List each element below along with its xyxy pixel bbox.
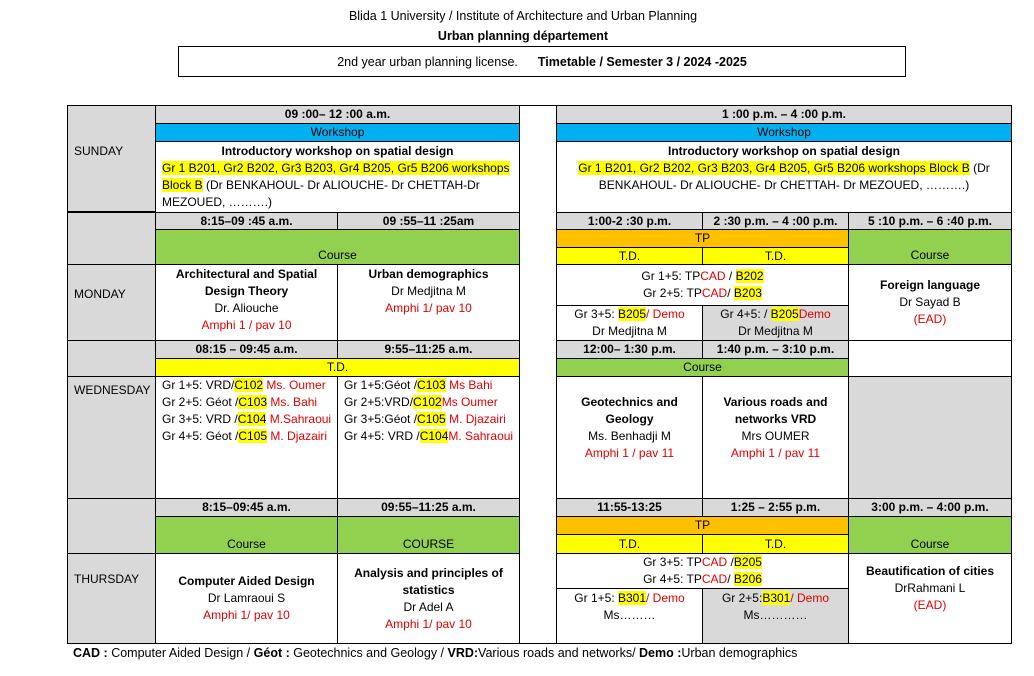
- separator-column: [519, 105, 557, 644]
- license-label: 2nd year urban planning license.: [337, 54, 518, 69]
- course-room: Amphi 1/ pav 10: [203, 608, 290, 622]
- sunday-pm-title: Introductory workshop on spatial design: [667, 144, 901, 158]
- thursday-td-label-1: T.D.: [556, 534, 703, 554]
- sunday-am-time: 09 :00– 12 :00 a.m.: [155, 105, 520, 124]
- thursday-td-cell-2: Gr 2+5:B301/ Demo Ms…………: [702, 588, 849, 644]
- course-room: Amphi 1/ pav 10: [385, 616, 472, 631]
- course-title: Analysis and principles of statistics: [354, 565, 503, 597]
- legend-footer: CAD : Computer Aided Design / Géot : Geotechnics and Geology / VRD:Various roads and networks/ Demo :Urban demographics: [73, 646, 798, 660]
- td-group-entry: Gr 3+5:Géot /C105 M. Djazairi: [344, 412, 506, 426]
- td-group-entry: Gr 2+5:VRD/C102Ms Oumer: [344, 395, 498, 409]
- monday-time-3: 1:00-2 :30 p.m.: [556, 212, 703, 230]
- monday-time-5: 5 :10 p.m. – 6 :40 p.m.: [848, 212, 1012, 230]
- wednesday-empty: [848, 376, 1012, 499]
- tp-line: Gr 3+5: TPCAD /B205: [643, 555, 762, 569]
- sunday-pm-workshop: [556, 141, 1012, 213]
- timetable-label: Timetable / Semester 3 / 2024 -2025: [537, 54, 747, 69]
- td-group-entry: Gr 3+5: VRD /C104 M.Sahraoui: [162, 412, 332, 426]
- course-teacher: Dr Sayad B: [899, 295, 961, 309]
- wednesday-course-label: Course: [556, 358, 849, 377]
- wednesday-time-1: 08:15 – 09:45 a.m.: [155, 340, 338, 359]
- sunday-am-teachers: (Dr BENKAHOUL- Dr ALIOUCHE- Dr CHETTAH-Dr MEZOUED, ……….): [162, 178, 480, 209]
- sunday-pm-groups: Gr 1 B201, Gr2 B202, Gr3 B203, Gr4 B205, Gr5 B206 workshops Block B: [578, 161, 970, 175]
- course-title: Various roads and networks VRD: [723, 394, 828, 426]
- td-teacher: Dr Medjitna M: [738, 324, 813, 338]
- course-title: Computer Aided Design: [178, 574, 315, 588]
- course-teacher: Dr Lamraoui S: [207, 591, 286, 605]
- course-title: Urban demographics: [368, 267, 489, 281]
- course-title: Geotechnics and Geology: [581, 394, 678, 426]
- thursday-course-label-2: COURSE: [337, 516, 520, 554]
- tp-line: Gr 1+5: TPCAD / B202: [641, 269, 764, 283]
- monday-course-2: [337, 264, 520, 341]
- thursday-time-4: 1:25 – 2:55 p.m.: [702, 498, 849, 517]
- thursday-td-label-2: T.D.: [702, 534, 849, 554]
- thursday-tp-label: TP: [556, 516, 849, 535]
- sunday-pm-workshop-label: Workshop: [556, 123, 1012, 142]
- td-group-entry: Gr 1+5: VRD/C102 Ms. Oumer: [162, 378, 326, 392]
- wednesday-course-3: [556, 376, 703, 499]
- timetable-title-box: [178, 46, 906, 77]
- department-title: Urban planning département: [437, 29, 609, 43]
- thursday-course-label-1: Course: [155, 516, 338, 554]
- monday-time-2: 09 :55–11 :25am: [337, 212, 520, 230]
- course-room: (EAD): [913, 312, 947, 326]
- wednesday-time-2: 9:55–11:25 a.m.: [337, 340, 520, 359]
- td-teacher: Ms…………: [743, 608, 808, 622]
- wednesday-td-col-1: [155, 376, 338, 499]
- course-room: (EAD): [913, 598, 947, 612]
- monday-time-4: 2 :30 p.m. – 4 :00 p.m.: [702, 212, 849, 230]
- monday-tp-label: TP: [556, 229, 849, 248]
- monday-tp-cell: [556, 264, 849, 306]
- td-group-entry: Gr 1+5:Géot /C103 Ms Bahi: [344, 378, 493, 392]
- day-spacer: [67, 212, 156, 265]
- sunday-am-workshop-label: Workshop: [155, 123, 520, 142]
- td-group-entry: Gr 4+5: Géot /C105 M. Djazairi: [162, 429, 328, 443]
- td-teacher: Ms………: [603, 608, 656, 622]
- wednesday-td-label: T.D.: [155, 358, 520, 377]
- sunday-am-groups: Gr 1 B201, Gr2 B202, Gr3 B203, Gr4 B205, Gr5 B206 workshops Block B: [162, 161, 510, 192]
- thursday-time-1: 8:15–09:45 a.m.: [155, 498, 338, 517]
- monday-td-label-1: T.D.: [556, 247, 703, 265]
- sunday-pm-details: [565, 160, 1003, 194]
- thursday-course-1: [155, 553, 338, 644]
- day-monday: MONDAY: [67, 264, 156, 341]
- thursday-time-5: 3:00 p.m. – 4:00 p.m.: [848, 498, 1012, 517]
- sunday-pm-teachers: (Dr BENKAHOUL- Dr ALIOUCHE- Dr CHETTAH- Dr MEZOUED, ……….): [598, 161, 990, 192]
- course-title: Foreign language: [879, 278, 980, 292]
- sunday-pm-time: 1 :00 p.m. – 4 :00 p.m.: [556, 105, 1012, 124]
- thursday-time-3: 11:55-13:25: [556, 498, 703, 517]
- sunday-am-workshop: [155, 141, 520, 213]
- day-spacer: [67, 340, 156, 377]
- course-room: Amphi 1 / pav 11: [730, 445, 821, 460]
- thursday-course-5: [848, 553, 1012, 644]
- sunday-am-details: [162, 160, 513, 211]
- course-room: Amphi 1 / pav 11: [584, 445, 675, 460]
- course-teacher: DrRahmani L: [894, 581, 966, 595]
- tp-line: Gr 4+5: TPCAD/ B206: [643, 572, 762, 586]
- monday-td-cell-2: Gr 4+5: / B205Demo Dr Medjitna M: [702, 305, 849, 341]
- thursday-tp-cell: [556, 553, 849, 589]
- course-teacher: Dr Medjitna M: [391, 284, 466, 298]
- day-thursday: THURSDAY: [67, 553, 156, 644]
- wednesday-course-4: [702, 376, 849, 499]
- monday-course5-label: Course: [848, 229, 1012, 265]
- course-room: Amphi 1/ pav 10: [385, 301, 472, 315]
- wednesday-td-col-2: [337, 376, 520, 499]
- course-room: Amphi 1 / pav 10: [201, 318, 292, 332]
- wednesday-time-3: 12:00– 1:30 p.m.: [556, 340, 703, 359]
- course-teacher: Mrs OUMER: [741, 428, 810, 443]
- wednesday-time-4: 1:40 p.m. – 3:10 p.m.: [702, 340, 849, 359]
- monday-course-label: Course: [155, 229, 520, 265]
- td-teacher: Dr Medjitna M: [592, 324, 667, 338]
- td-group-entry: Gr 2+5: Géot /C103 Ms. Bahi: [162, 395, 318, 409]
- day-wednesday: WEDNESDAY: [67, 376, 156, 499]
- thursday-td-cell-1: Gr 1+5: B301/ Demo Ms………: [556, 588, 703, 644]
- thursday-time-2: 09:55–11:25 a.m.: [337, 498, 520, 517]
- td-group-entry: Gr 4+5: VRD /C104M. Sahraoui: [344, 429, 514, 443]
- course-teacher: Dr Adel A: [403, 599, 454, 614]
- tp-line: Gr 2+5: TPCAD/ B203: [643, 286, 762, 300]
- thursday-course-label-5: Course: [848, 516, 1012, 554]
- day-sunday: SUNDAY: [67, 105, 156, 212]
- monday-time-1: 8:15–09 :45 a.m.: [155, 212, 338, 230]
- monday-course-5: [848, 264, 1012, 341]
- course-title: Architectural and Spatial Design Theory: [175, 267, 318, 298]
- course-teacher: Ms. Benhadji M: [588, 428, 671, 443]
- course-title: Beautification of cities: [865, 564, 995, 578]
- sunday-am-title: Introductory workshop on spatial design: [221, 144, 454, 158]
- monday-course-1: [155, 264, 338, 341]
- day-spacer: [67, 498, 156, 554]
- university-title: Blida 1 University / Institute of Architecture and Urban Planning: [348, 9, 698, 23]
- wednesday-empty-top: [848, 340, 1012, 377]
- thursday-course-2: [337, 553, 520, 644]
- monday-td-cell-1: Gr 3+5: B205/ Demo Dr Medjitna M: [556, 305, 703, 341]
- course-teacher: Dr. Aliouche: [214, 301, 279, 315]
- monday-td-label-2: T.D.: [702, 247, 849, 265]
